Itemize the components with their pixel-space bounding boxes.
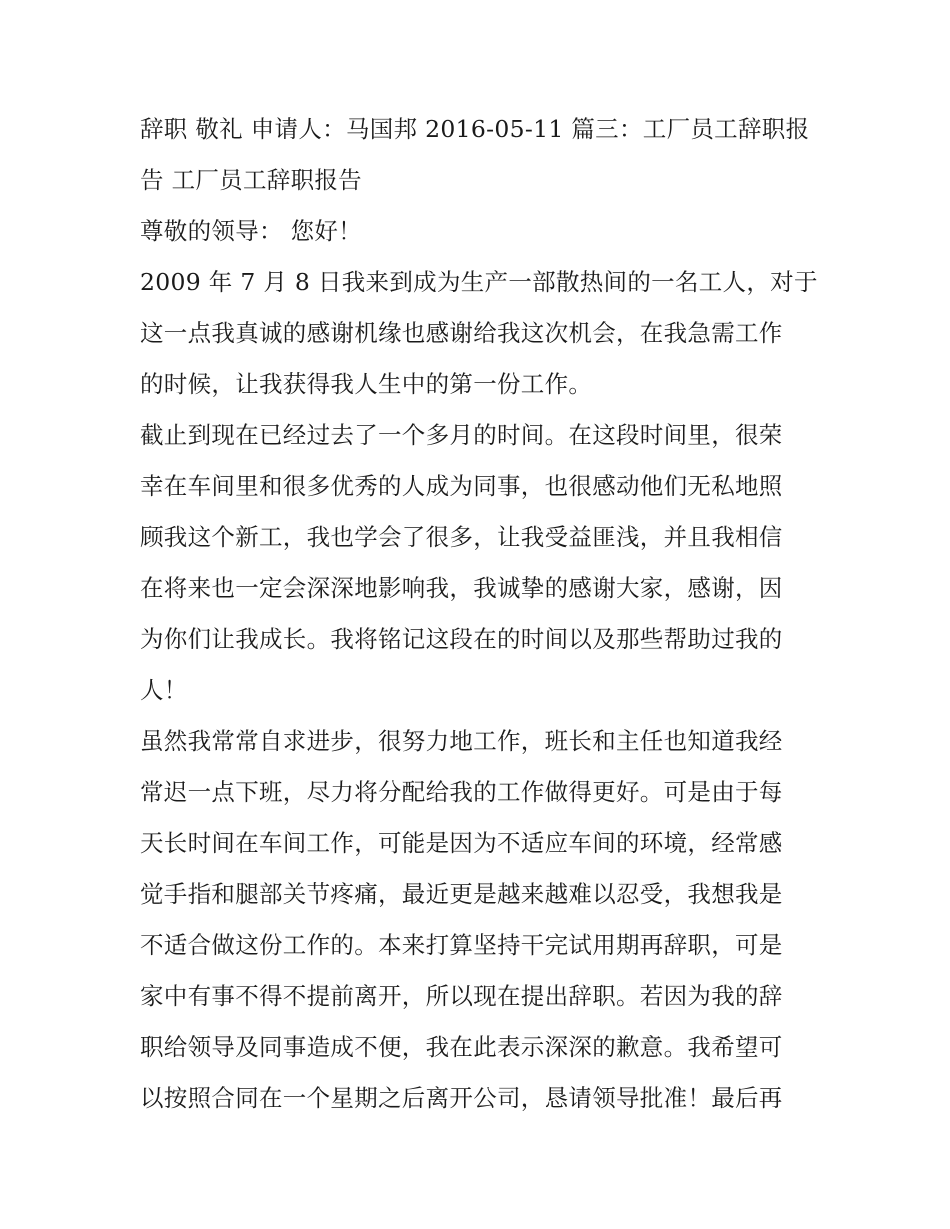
text-line: 顾我这个新工，我也学会了很多，让我受益匪浅，并且我相信 [140,523,783,551]
text-line: 天长时间在车间工作，可能是因为不适应车间的环境，经常感 [140,829,783,857]
text-line: 幸在车间里和很多优秀的人成为同事，也很感动他们无私地照 [140,472,783,500]
text-line: 告 工厂员工辞职报告 [140,166,362,194]
text-line: 不适合做这份工作的。本来打算坚持干完试用期再辞职，可是 [140,931,783,959]
text-line: 人！ [140,676,188,704]
text-line: 虽然我常常自求进步，很努力地工作，班长和主任也知道我经 [140,727,783,755]
text-line: 以按照合同在一个星期之后离开公司，恳请领导批准！最后再 [140,1084,783,1112]
text-line: 尊敬的领导： 您好！ [140,217,362,245]
text-line: 家中有事不得不提前离开，所以现在提出辞职。若因为我的辞 [140,982,783,1010]
text-line: 觉手指和腿部关节疼痛，最近更是越来越难以忍受，我想我是 [140,880,783,908]
text-line: 这一点我真诚的感谢机缘也感谢给我这次机会，在我急需工作 [140,319,783,347]
text-line: 2009 年 7 月 8 日我来到成为生产一部散热间的一名工人，对于 [140,268,818,296]
text-line: 职给领导及同事造成不便，我在此表示深深的歉意。我希望可 [140,1033,783,1061]
text-line: 的时候，让我获得我人生中的第一份工作。 [140,370,593,398]
text-line: 在将来也一定会深深地影响我，我诚挚的感谢大家，感谢，因 [140,574,783,602]
text-line: 辞职 敬礼 申请人：马国邦 2016-05-11 篇三：工厂员工辞职报 [140,115,810,143]
text-line: 为你们让我成长。我将铭记这段在的时间以及那些帮助过我的 [140,625,783,653]
text-line: 截止到现在已经过去了一个多月的时间。在这段时间里，很荣 [140,421,783,449]
text-line: 常迟一点下班，尽力将分配给我的工作做得更好。可是由于每 [140,778,783,806]
